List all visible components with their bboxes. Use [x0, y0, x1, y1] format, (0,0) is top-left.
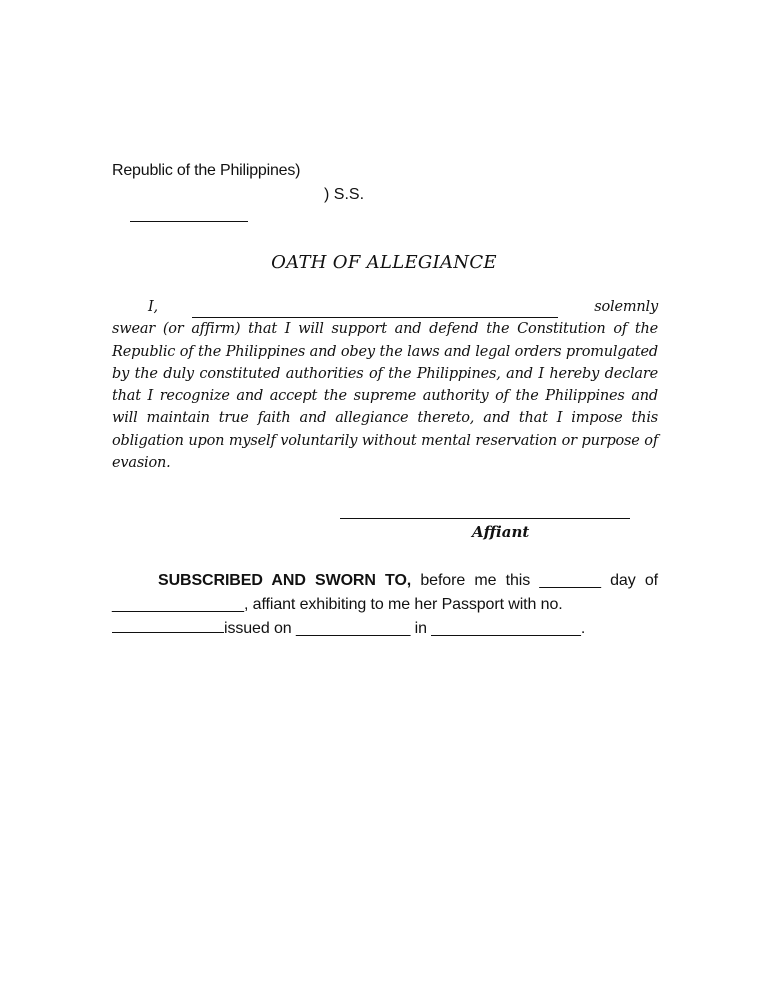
- oath-solemnly: solemnly: [594, 299, 658, 315]
- affiant-name-blank: [192, 301, 558, 318]
- ss-label: ) S.S.: [324, 186, 365, 203]
- oath-lead: I,: [148, 299, 158, 315]
- venue-blank: [130, 207, 248, 222]
- passport-number-blank: [112, 618, 224, 633]
- oath-paragraph: [112, 296, 658, 474]
- jurat-text-1: before me this _______ day of _______________, affiant exhibiting to me her Passport with no.: [112, 572, 658, 613]
- jurat-bold-lead: SUBSCRIBED AND SWORN TO,: [158, 572, 412, 589]
- jurat-text-2: issued on _____________ in _________________.: [224, 620, 586, 637]
- jurat-line-3: [112, 617, 658, 641]
- signature-line: [340, 518, 630, 519]
- republic-header: Republic of the Philippines): [112, 162, 301, 179]
- affiant-label: Affiant: [472, 523, 530, 541]
- venue-line: [112, 186, 412, 258]
- oath-first-line: [112, 296, 658, 318]
- jurat-paragraph: [112, 569, 658, 641]
- oath-body: swear (or affirm) that I will support and defend the Constitution of the Republic of the Philippines and obey the laws and legal orders promulgated by the duly constituted authorities of the Philippines, and I hereby declare that I recognize and accept the supreme authority of the Philippines and will maintain true faith and allegiance thereto, and that I impose this obligation upon myself voluntarily without mental reservation or purpose of evasion.: [112, 321, 658, 472]
- document-title: OATH OF ALLEGIANCE: [271, 252, 497, 273]
